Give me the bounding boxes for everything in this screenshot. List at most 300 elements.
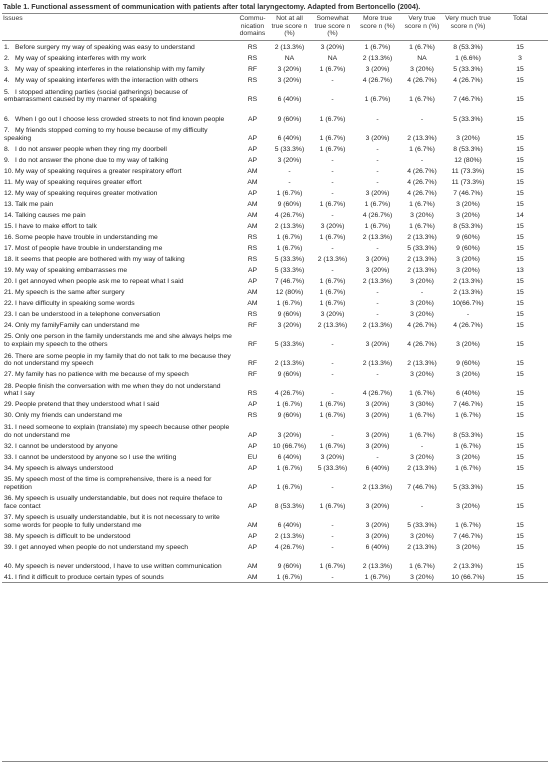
table-row — [2, 74, 548, 85]
very-cell: 4 (26.7%) — [407, 189, 437, 197]
total-cell: 15 — [516, 222, 524, 230]
issue-cell — [2, 491, 236, 510]
not-at-all-cell: 6 (40%) — [277, 96, 302, 104]
very-much-cell: 12 (80%) — [454, 156, 482, 164]
table-row — [2, 349, 548, 368]
somewhat-cell: 1 (6.7%) — [319, 277, 346, 285]
somewhat-cell: 1 (6.7%) — [319, 66, 346, 74]
total-cell: 15 — [516, 156, 524, 164]
domain-cell: RS — [247, 55, 258, 63]
total-cell: 15 — [516, 277, 524, 285]
total-cell: 15 — [516, 321, 524, 329]
issue-cell — [2, 329, 236, 348]
very-much-cell: 8 (53.3%) — [453, 431, 483, 439]
very-much-cell: 2 (13.3%) — [453, 277, 483, 285]
total-cell: 14 — [516, 211, 524, 219]
total-cell: 15 — [516, 145, 524, 153]
not-at-all-cell: 9 (60%) — [277, 371, 302, 379]
total-cell: 15 — [516, 167, 524, 175]
table-row — [2, 219, 548, 230]
not-at-all-cell: 9 (60%) — [277, 412, 302, 420]
issue-text: Some people have trouble in understanding me — [15, 233, 158, 241]
somewhat-cell: 5 (33.3%) — [317, 464, 348, 472]
not-at-all-cell: 1 (6.7%) — [276, 244, 303, 252]
very-much-cell: - — [466, 310, 470, 318]
very-much-cell: 3 (20%) — [456, 255, 480, 263]
total-cell: 15 — [516, 412, 524, 420]
total-cell: 15 — [516, 77, 524, 85]
somewhat-cell: - — [331, 266, 334, 274]
issue-number: 33. — [4, 453, 14, 461]
issue-number: 16. — [4, 233, 14, 241]
not-at-all-cell: 3 (20%) — [277, 156, 302, 164]
issue-number: 24. — [4, 321, 14, 329]
very-much-cell: 3 (20%) — [456, 502, 480, 510]
issue-number: 39. — [4, 544, 14, 552]
total-cell: 15 — [516, 390, 524, 398]
more-cell: 1 (6.7%) — [364, 200, 391, 208]
more-cell: 2 (13.3%) — [362, 483, 393, 491]
table-row — [2, 398, 548, 409]
table-body — [2, 40, 548, 582]
issue-cell — [2, 379, 236, 398]
not-at-all-cell: 3 (20%) — [277, 66, 302, 74]
table-row — [2, 318, 548, 329]
not-at-all-cell: 3 (20%) — [277, 321, 302, 329]
more-cell: 3 (20%) — [365, 266, 390, 274]
issue-number: 28. — [4, 382, 14, 390]
domain-cell: AP — [247, 442, 258, 450]
issue-cell — [2, 164, 236, 175]
not-at-all-cell: NA — [284, 55, 295, 63]
issue-text: My way of speaking requires greater effort — [15, 178, 142, 186]
total-cell: 15 — [516, 115, 524, 123]
issue-number: 25. — [4, 333, 14, 341]
issue-text: I find it difficult to produce certain types of sounds — [15, 574, 164, 582]
issue-number: 21. — [4, 288, 14, 296]
not-at-all-cell: 6 (40%) — [277, 134, 302, 142]
table-row — [2, 450, 548, 461]
header-very: Very true score n (%) — [400, 14, 444, 41]
issue-number: 19. — [4, 266, 14, 274]
issue-text: I need someone to explain (translate) my speech because other people do not understand me — [4, 423, 230, 439]
more-cell: - — [376, 310, 379, 318]
more-cell: 3 (20%) — [365, 401, 390, 409]
very-cell: 2 (13.3%) — [407, 544, 437, 552]
domain-cell: RS — [247, 77, 258, 85]
not-at-all-cell: 3 (20%) — [277, 431, 302, 439]
not-at-all-cell: 1 (6.7%) — [276, 233, 303, 241]
not-at-all-cell: 9 (60%) — [277, 563, 302, 571]
issue-number: 23. — [4, 310, 14, 318]
very-cell: 3 (20%) — [400, 571, 444, 583]
more-cell: 1 (6.7%) — [364, 96, 391, 104]
issue-number: 40. — [4, 563, 14, 571]
very-much-cell: 2 (13.3%) — [453, 563, 483, 571]
issue-number: 26. — [4, 352, 14, 360]
issue-cell — [2, 472, 236, 491]
issue-cell — [2, 461, 236, 472]
domain-cell: AM — [247, 178, 258, 186]
not-at-all-cell: 12 (80%) — [275, 288, 304, 296]
more-cell: - — [376, 244, 379, 252]
issue-text: My way of speaking interferes with the interaction with others — [15, 77, 199, 85]
more-cell: 2 (13.3%) — [362, 55, 393, 63]
very-cell: 1 (6.7%) — [409, 44, 435, 52]
table-caption: Table 1. Functional assessment of communication with patients after total laryngectomy. Adapted from Bertoncello (2004). — [3, 2, 421, 11]
issue-text: Most of people have trouble in understanding me — [15, 244, 163, 252]
not-at-all-cell: 5 (33.3%) — [274, 145, 305, 153]
not-at-all-cell: 5 (33.3%) — [274, 266, 305, 274]
more-cell: 2 (13.3%) — [362, 563, 393, 571]
issue-text: My speech is usually understandable, but does not require theface to face contact — [4, 495, 223, 510]
table-row — [2, 510, 548, 529]
not-at-all-cell: 1 (6.7%) — [276, 189, 303, 197]
very-much-cell: 3 (20%) — [456, 453, 480, 461]
issue-text: My speech most of the time is comprehensive, there is a need for repetition — [4, 476, 212, 491]
issue-cell — [2, 85, 236, 104]
issue-number: 31. — [4, 423, 14, 431]
header-somewhat: Somewhat true score n (%) — [310, 14, 355, 41]
domain-cell: RF — [247, 66, 258, 74]
not-at-all-cell: 10 (66.7%) — [272, 442, 307, 450]
not-at-all-cell: 4 (26.7%) — [274, 544, 305, 552]
very-cell: - — [420, 288, 424, 296]
more-cell: 3 (20%) — [365, 522, 390, 530]
issue-cell — [2, 510, 236, 529]
not-at-all-cell: 1 (6.7%) — [276, 483, 303, 491]
table-row — [2, 285, 548, 296]
somewhat-cell: - — [310, 571, 355, 583]
domain-cell: RF — [247, 360, 258, 368]
total-cell: 13 — [516, 266, 524, 274]
domain-cell: AP — [247, 115, 258, 123]
total-cell: 15 — [516, 453, 524, 461]
issue-cell — [2, 296, 236, 307]
not-at-all-cell: 6 (40%) — [277, 453, 302, 461]
issue-cell — [2, 318, 236, 329]
issue-number: 17. — [4, 244, 14, 252]
issue-text: I get annoyed when people do not understand my speech — [15, 544, 189, 552]
somewhat-cell: 1 (6.7%) — [319, 115, 346, 123]
somewhat-cell: - — [331, 483, 334, 491]
table-row — [2, 123, 548, 142]
more-cell: 3 (20%) — [365, 134, 390, 142]
more-cell: 3 (20%) — [365, 442, 390, 450]
issue-text: It seems that people are bothered with my way of talking — [15, 255, 185, 263]
issue-text: My speech is difficult to be understood — [15, 533, 131, 541]
table-row — [2, 379, 548, 398]
domain-cell: AP — [247, 266, 258, 274]
somewhat-cell: - — [331, 156, 334, 164]
issue-text: I cannot be understood by anyone so I use the writing — [15, 453, 177, 461]
not-at-all-cell: 4 (26.7%) — [274, 390, 305, 398]
issue-text: My way of speaking requires a greater respiratory effort — [15, 167, 182, 175]
somewhat-cell: 1 (6.7%) — [319, 288, 346, 296]
very-much-cell: 10 (66.7%) — [444, 571, 492, 583]
issue-text: I have to make effort to talk — [15, 222, 97, 230]
total-cell: 15 — [516, 401, 524, 409]
very-cell: - — [420, 442, 424, 450]
not-at-all-cell: 7 (46.7%) — [274, 277, 305, 285]
somewhat-cell: - — [331, 96, 334, 104]
table-row — [2, 142, 548, 153]
very-much-cell: 3 (20%) — [456, 266, 480, 274]
bottom-rule — [2, 761, 548, 762]
issue-cell — [2, 263, 236, 274]
table-row — [2, 420, 548, 439]
very-much-cell: 9 (60%) — [456, 244, 480, 252]
issue-number: 41. — [4, 574, 14, 582]
not-at-all-cell: 4 (26.7%) — [274, 211, 305, 219]
domain-cell: RS — [247, 255, 258, 263]
domain-cell: EU — [247, 453, 258, 461]
domain-cell: AP — [247, 189, 258, 197]
issue-number: 5. — [4, 88, 10, 96]
issue-cell — [2, 208, 236, 219]
more-cell: 2 (13.3%) — [362, 360, 393, 368]
issue-number: 12. — [4, 189, 14, 197]
issue-text: There are some people in my family that do not talk to me because they do not understand my speech — [4, 352, 231, 368]
issue-text: My way of speaking embarrasses me — [15, 266, 128, 274]
table-row — [2, 329, 548, 348]
very-cell: 2 (13.3%) — [407, 134, 437, 142]
issue-cell — [2, 123, 236, 142]
domain-cell: AM — [247, 563, 258, 571]
total-cell: 15 — [516, 255, 524, 263]
domain-cell: AM — [247, 299, 258, 307]
issue-text: My speech is always understood — [15, 464, 114, 472]
very-cell: - — [420, 115, 424, 123]
total-cell: 15 — [516, 431, 524, 439]
domain-cell: AM — [247, 211, 258, 219]
domain-cell: RS — [247, 412, 258, 420]
somewhat-cell: 3 (20%) — [320, 453, 345, 461]
total-cell: 15 — [516, 360, 524, 368]
domain-cell: RS — [247, 390, 258, 398]
very-much-cell: 3 (20%) — [456, 134, 480, 142]
issue-text: Talk me pain — [15, 200, 54, 208]
very-much-cell: 8 (53.3%) — [453, 145, 483, 153]
very-cell: 3 (20%) — [410, 533, 434, 541]
not-at-all-cell: 6 (40%) — [277, 522, 302, 530]
not-at-all-cell: 2 (13.3%) — [274, 44, 305, 52]
very-cell: 1 (6.7%) — [409, 563, 435, 571]
domain-cell: AP — [247, 401, 258, 409]
very-much-cell: 3 (20%) — [456, 211, 480, 219]
very-much-cell: 11 (73.3%) — [451, 178, 485, 186]
issue-text: Before surgery my way of speaking was easy to understand — [15, 44, 195, 52]
total-cell: 15 — [516, 544, 524, 552]
more-cell: - — [376, 178, 379, 186]
not-at-all-cell: - — [288, 178, 291, 186]
issue-cell — [2, 52, 236, 63]
domain-cell: AP — [247, 277, 258, 285]
very-cell: 3 (20%) — [410, 211, 434, 219]
more-cell: 3 (20%) — [365, 533, 390, 541]
domain-cell: RS — [247, 310, 258, 318]
issue-text: I stopped attending parties (social gatherings) because of embarrassment caused by my manner of speaking — [4, 88, 188, 104]
more-cell: 3 (20%) — [365, 431, 390, 439]
issue-cell — [2, 420, 236, 439]
issue-text: I do not answer people when they ring my doorbell — [15, 145, 167, 153]
issue-cell — [2, 307, 236, 318]
total-cell: 15 — [516, 442, 524, 450]
total-cell: 15 — [516, 178, 524, 186]
issue-number: 22. — [4, 299, 14, 307]
more-cell: 2 (13.3%) — [362, 233, 393, 241]
not-at-all-cell: 2 (13.3%) — [274, 222, 305, 230]
issue-cell — [2, 74, 236, 85]
more-cell: 2 (13.3%) — [362, 321, 393, 329]
total-cell: 15 — [516, 340, 524, 348]
very-much-cell: 7 (46.7%) — [453, 189, 483, 197]
issue-text: I can be understood in a telephone conversation — [15, 310, 161, 318]
table-row — [2, 530, 548, 541]
very-much-cell: 2 (13.3%) — [453, 288, 483, 296]
somewhat-cell: 3 (20%) — [320, 310, 345, 318]
issue-cell — [2, 230, 236, 241]
table-row — [2, 164, 548, 175]
issue-number: 3. — [4, 66, 10, 74]
table-row — [2, 263, 548, 274]
issue-number: 10. — [4, 167, 14, 175]
issue-cell — [2, 186, 236, 197]
issue-number: 37. — [4, 514, 14, 522]
more-cell: 1 (6.7%) — [364, 44, 391, 52]
not-at-all-cell: - — [288, 167, 291, 175]
table-row — [2, 241, 548, 252]
very-cell: 5 (33.3%) — [407, 244, 437, 252]
issue-number: 18. — [4, 255, 14, 263]
somewhat-cell: - — [331, 244, 334, 252]
very-cell: 1 (6.7%) — [409, 412, 435, 420]
somewhat-cell: - — [331, 533, 334, 541]
table-row — [2, 307, 548, 318]
total-cell: 15 — [516, 244, 524, 252]
somewhat-cell: - — [331, 167, 334, 175]
very-much-cell: 1 (6.7%) — [455, 412, 481, 420]
very-much-cell: 5 (33.3%) — [453, 115, 483, 123]
issue-text: My way of speaking interferes in the relationship with my family — [15, 66, 205, 74]
more-cell: - — [376, 156, 379, 164]
total-cell: 15 — [516, 533, 524, 541]
not-at-all-cell: 5 (33.3%) — [274, 340, 305, 348]
assessment-table — [2, 13, 548, 583]
very-cell: 3 (20%) — [410, 299, 434, 307]
domain-cell: AP — [247, 134, 258, 142]
table-row — [2, 175, 548, 186]
very-cell: 1 (6.7%) — [409, 96, 435, 104]
issue-cell — [2, 409, 236, 420]
table-row — [2, 541, 548, 552]
not-at-all-cell: 2 (13.3%) — [274, 360, 305, 368]
somewhat-cell: 3 (20%) — [320, 44, 345, 52]
domain-cell: AP — [247, 145, 258, 153]
issue-cell — [2, 368, 236, 379]
total-cell: 15 — [516, 200, 524, 208]
not-at-all-cell: 9 (60%) — [277, 310, 302, 318]
issue-text: People pretend that they understood what I said — [15, 401, 160, 409]
very-cell: 3 (20%) — [410, 310, 434, 318]
somewhat-cell: 1 (6.7%) — [319, 145, 346, 153]
table-header-row — [2, 14, 548, 41]
very-much-cell: 6 (40%) — [456, 390, 480, 398]
issue-number: 15. — [4, 222, 14, 230]
domain-cell: AM — [247, 222, 258, 230]
issue-number: 4. — [4, 77, 10, 85]
issue-cell — [2, 219, 236, 230]
domain-cell: AM — [236, 571, 269, 583]
header-more: More true score n (%) — [355, 14, 400, 41]
more-cell: 3 (20%) — [365, 502, 390, 510]
table-row — [2, 368, 548, 379]
issue-cell — [2, 63, 236, 74]
more-cell: 3 (20%) — [365, 255, 390, 263]
total-cell: 15 — [516, 310, 524, 318]
table-row — [2, 552, 548, 571]
issue-cell — [2, 552, 236, 571]
domain-cell: AM — [247, 288, 258, 296]
very-much-cell: 5 (33.3%) — [453, 66, 483, 74]
issue-cell — [2, 439, 236, 450]
somewhat-cell: - — [331, 211, 334, 219]
more-cell: 4 (26.7%) — [362, 390, 393, 398]
domain-cell: AP — [247, 464, 258, 472]
table-row — [2, 230, 548, 241]
not-at-all-cell: 1 (6.7%) — [276, 299, 303, 307]
table-row — [2, 63, 548, 74]
somewhat-cell: 2 (13.3%) — [317, 321, 348, 329]
somewhat-cell: - — [331, 371, 334, 379]
table-row — [2, 40, 548, 52]
issue-number: 9. — [4, 156, 10, 164]
somewhat-cell: - — [331, 360, 334, 368]
somewhat-cell: - — [331, 390, 334, 398]
header-very-much: Very much true score n (%) — [444, 14, 492, 41]
total-cell: 3 — [518, 55, 522, 63]
issue-text: People finish the conversation with me when they do not understand what I say — [4, 382, 221, 398]
very-much-cell: 8 (53.3%) — [453, 44, 483, 52]
somewhat-cell: - — [331, 544, 334, 552]
not-at-all-cell: 8 (53.3%) — [274, 502, 305, 510]
issue-cell — [2, 530, 236, 541]
very-cell: 2 (13.3%) — [407, 255, 437, 263]
very-much-cell: 1 (6.6%) — [455, 55, 481, 63]
not-at-all-cell: 9 (60%) — [277, 115, 302, 123]
somewhat-cell: - — [331, 431, 334, 439]
very-cell: 2 (13.3%) — [407, 233, 437, 241]
domain-cell: AM — [247, 167, 258, 175]
more-cell: 1 (6.7%) — [355, 571, 400, 583]
issue-number: 8. — [4, 145, 10, 153]
not-at-all-cell: 9 (60%) — [277, 200, 302, 208]
table-row — [2, 208, 548, 219]
domain-cell: AM — [247, 522, 258, 530]
very-cell: 4 (26.7%) — [407, 77, 437, 85]
not-at-all-cell: 1 (6.7%) — [276, 401, 303, 409]
issue-text: When I go out I choose less crowded streets to not find known people — [15, 115, 225, 123]
very-cell: 1 (6.7%) — [409, 390, 435, 398]
issue-number: 29. — [4, 401, 14, 409]
more-cell: - — [376, 167, 379, 175]
somewhat-cell: 1 (6.7%) — [319, 299, 346, 307]
more-cell: - — [376, 288, 379, 296]
very-much-cell: 7 (46.7%) — [453, 401, 483, 409]
very-cell: 3 (20%) — [410, 453, 434, 461]
table-row — [2, 274, 548, 285]
very-much-cell: 1 (6.7%) — [455, 442, 481, 450]
